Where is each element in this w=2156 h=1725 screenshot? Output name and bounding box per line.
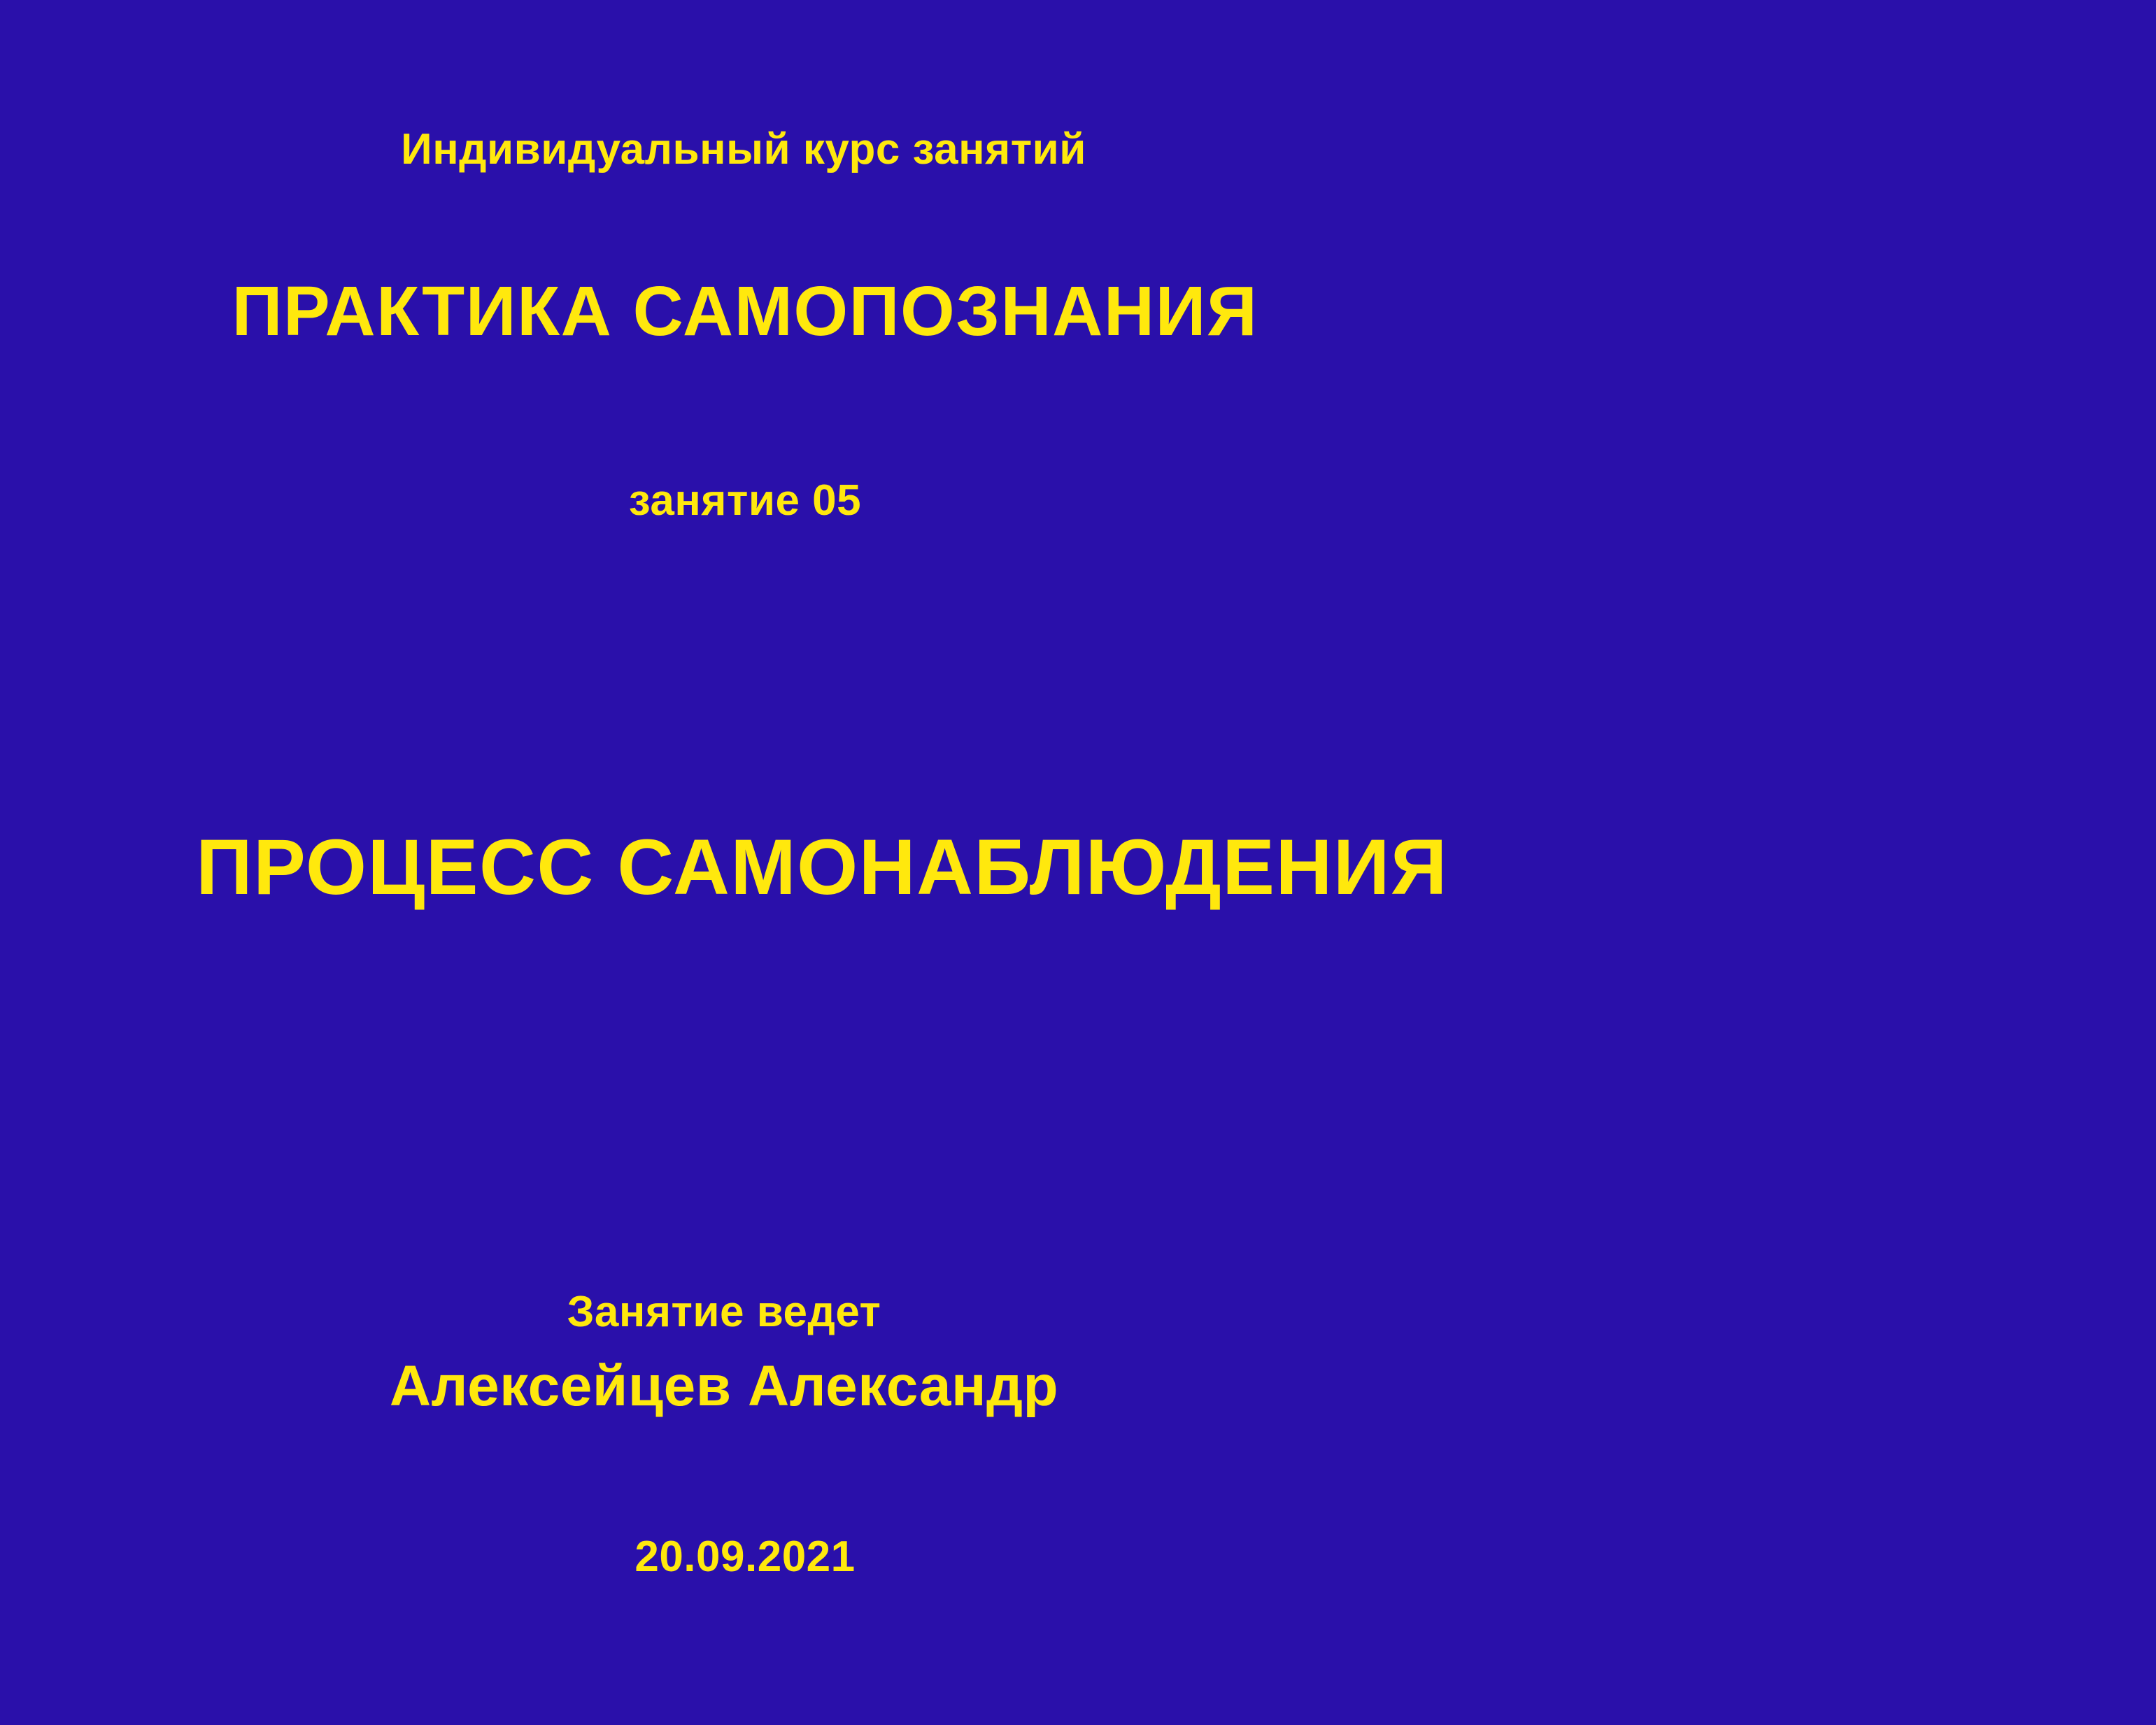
lesson-number: занятие 05 (628, 476, 862, 525)
slide-topic-heading: ПРОЦЕСС САМОНАБЛЮДЕНИЯ (196, 823, 1448, 911)
course-title: ПРАКТИКА САМОПОЗНАНИЯ (232, 272, 1258, 350)
presenter-label: Занятие ведет (567, 1288, 881, 1336)
slide-date: 20.09.2021 (634, 1533, 856, 1581)
presenter-name: Алексейцев Александр (389, 1354, 1059, 1418)
course-subtitle: Индивидуальный курс занятий (401, 125, 1086, 173)
